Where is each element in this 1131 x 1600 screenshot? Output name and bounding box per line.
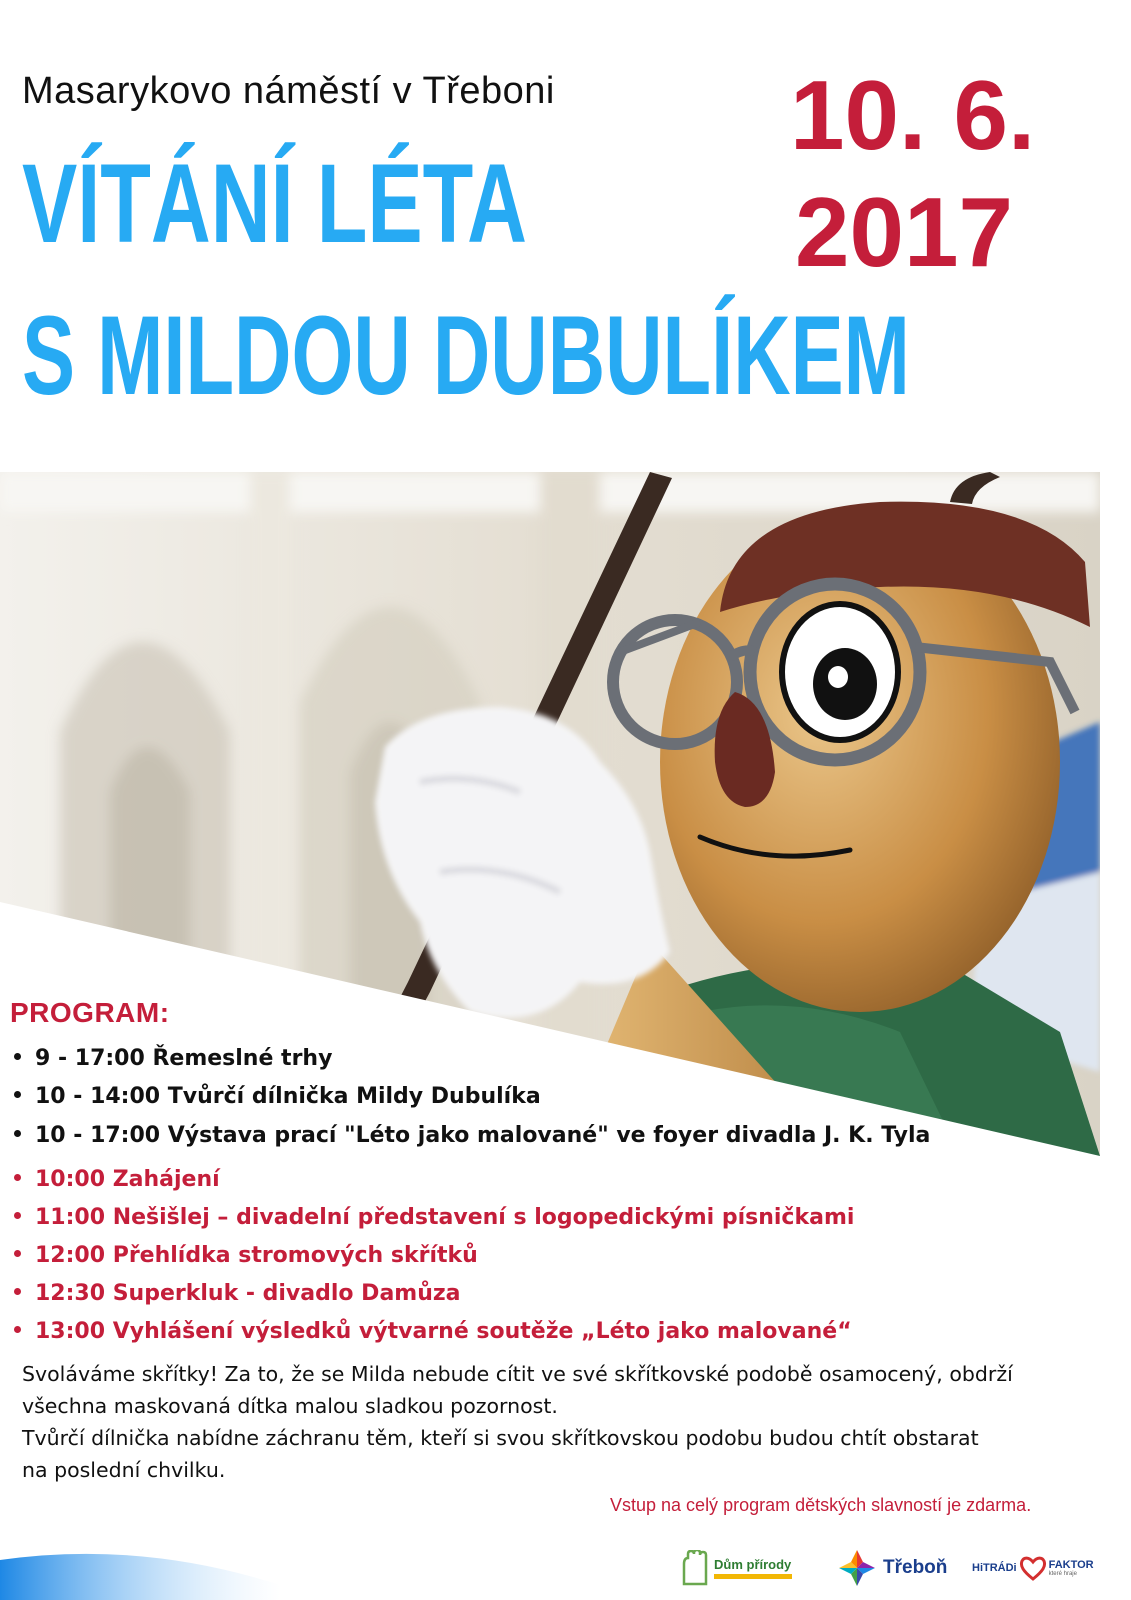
program-item-text: Řemeslné trhy: [152, 1046, 333, 1071]
program-item-text: Vyhlášení výsledků výtvarné soutěže „Léto jako malované“: [112, 1319, 852, 1344]
program-item-time: 12:00: [35, 1243, 106, 1268]
dum-prirody-label: Dům přírody: [714, 1557, 792, 1572]
program-item-time: 10:00: [35, 1167, 106, 1192]
bullet-icon: [14, 1288, 21, 1295]
program-item-time: 9 - 17:00: [35, 1046, 145, 1071]
bullet-icon: [14, 1053, 21, 1060]
free-entry-note: Vstup na celý program dětských slavností je zdarma.: [610, 1495, 1032, 1515]
program-item-text: Superkluk - divadlo Damůza: [112, 1281, 461, 1306]
description-line: všechna maskovaná dítka malou sladkou pozornost.: [22, 1394, 558, 1418]
program-item-text: Tvůrčí dílnička Mildy Dubulíka: [167, 1084, 541, 1109]
trebon-logo: [837, 1545, 947, 1591]
program-heading: PROGRAM:: [10, 997, 170, 1028]
program-item: [14, 1048, 332, 1070]
faktor-sublabel: které hraje: [1048, 1571, 1077, 1577]
decorative-corner-shape: [0, 1540, 280, 1600]
bullet-icon: [14, 1326, 21, 1333]
program-item-time: 10 - 17:00: [35, 1123, 161, 1148]
event-date-day-month: 10. 6.: [790, 60, 1036, 170]
program-item-text: Zahájení: [112, 1167, 220, 1192]
program-item: [14, 1169, 220, 1191]
description-paragraph-1: [22, 1358, 1112, 1422]
bullet-icon: [14, 1130, 21, 1137]
program-item: [14, 1321, 852, 1343]
trebon-label: Třeboň: [883, 1557, 948, 1578]
description-paragraph-2: [22, 1422, 1112, 1486]
event-date-year: 2017: [795, 177, 1014, 287]
heart-icon: [1019, 1554, 1047, 1582]
program-item: [14, 1283, 461, 1305]
description-line: Svoláváme skřítky! Za to, že se Milda nebude cítit ve své skřítkovské podobě osamocený, obdrží: [22, 1362, 1013, 1386]
program-item: [14, 1125, 930, 1147]
hitradi-label: HiTRÁDi: [972, 1562, 1017, 1574]
bullet-icon: [14, 1212, 21, 1219]
trebon-emblem-icon: [837, 1548, 877, 1588]
program-item: [14, 1207, 854, 1229]
dum-prirody-logo: [680, 1545, 792, 1591]
program-item-time: 12:30: [35, 1281, 106, 1306]
bullet-icon: [14, 1250, 21, 1257]
program-item-time: 13:00: [35, 1319, 106, 1344]
program-item-text: Výstava prací "Léto jako malované" ve foyer divadla J. K. Tyla: [167, 1123, 931, 1148]
hitradi-faktor-logo: [972, 1545, 1094, 1591]
event-title-line-2: S MILDOU DUBULÍKEM: [22, 293, 910, 418]
event-location: Masarykovo náměstí v Třeboni: [22, 70, 555, 112]
bullet-icon: [14, 1174, 21, 1181]
program-item-time: 11:00: [35, 1205, 106, 1230]
program-item-time: 10 - 14:00: [35, 1084, 161, 1109]
hand-icon: [680, 1550, 710, 1586]
program-item-text: Nešišlej – divadelní představení s logopedickými písničkami: [112, 1205, 855, 1230]
program-item-text: Přehlídka stromových skřítků: [112, 1243, 478, 1268]
description-line: Tvůrčí dílnička nabídne záchranu těm, kteří si svou skřítkovskou podobu budou chtít obstarat: [22, 1426, 979, 1450]
logo-underline: [714, 1574, 792, 1579]
faktor-label: FAKTOR: [1048, 1559, 1094, 1571]
event-title-line-1: VÍTÁNÍ LÉTA: [22, 141, 527, 266]
description-line: na poslední chvilku.: [22, 1458, 226, 1482]
bullet-icon: [14, 1091, 21, 1098]
program-item: [14, 1086, 541, 1108]
program-item: [14, 1245, 478, 1267]
